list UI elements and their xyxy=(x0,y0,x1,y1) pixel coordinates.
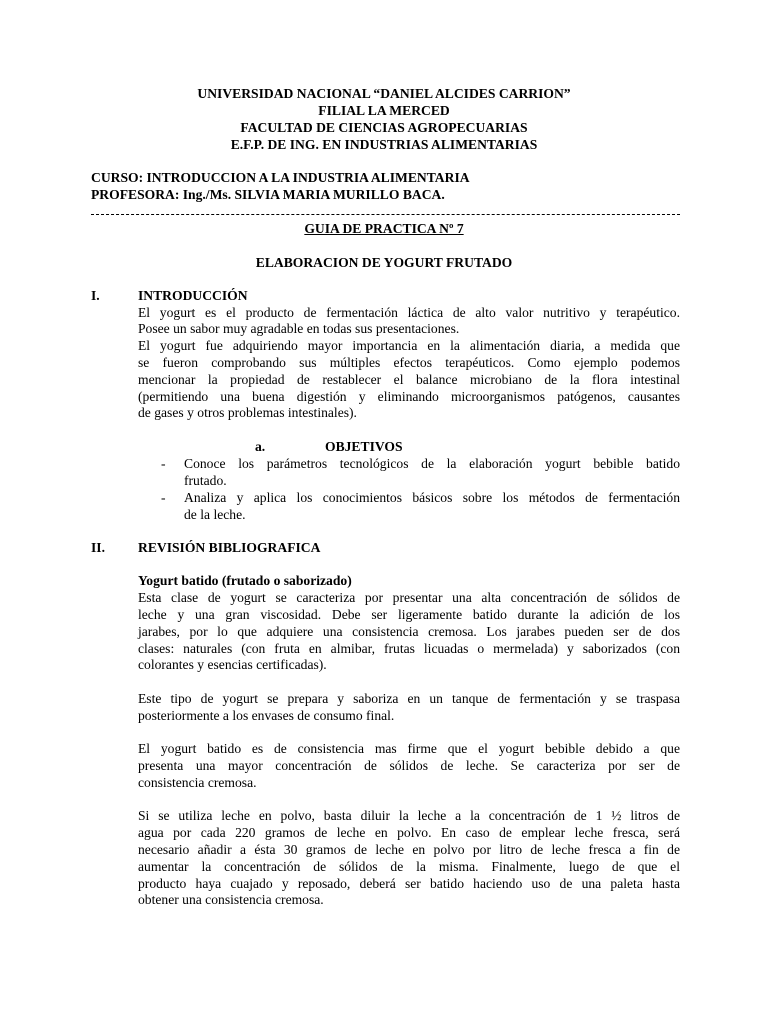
intro-line: de gases y otros problemas intestinales). xyxy=(138,405,357,420)
document-title: ELABORACION DE YOGURT FRUTADO xyxy=(255,255,513,270)
paragraph-line: necesario añadir a ésta 30 gramos de leche en polvo por litro de leche fresca a fin de xyxy=(138,842,680,857)
paragraph-line: agua por cada 220 gramos de leche en polvo. En caso de emplear leche fresca, será xyxy=(138,825,680,840)
school-name: E.F.P. DE ING. EN INDUSTRIAS ALIMENTARIAS xyxy=(230,137,538,152)
professor-line: PROFESORA: Ing./Ms. SILVIA MARIA MURILLO BACA. xyxy=(91,187,445,202)
course-line: CURSO: INTRODUCCION A LA INDUSTRIA ALIMENTARIA xyxy=(91,170,470,185)
paragraph-line: leche y una gran viscosidad. Debe ser ligeramente batido durante la adición de los xyxy=(138,607,680,622)
faculty-name: FACULTAD DE CIENCIAS AGROPECUARIAS xyxy=(240,120,528,135)
objective-item: frutado. xyxy=(184,473,227,488)
paragraph-line: colorantes y esencias certificadas). xyxy=(138,657,327,672)
intro-line: El yogurt fue adquiriendo mayor importancia en la alimentación diaria, a medida que xyxy=(138,338,680,353)
paragraph-line: jarabes, por lo que adquiere una consistencia cremosa. Los jarabes pueden ser de dos xyxy=(138,624,680,639)
filial-name: FILIAL LA MERCED xyxy=(318,103,450,118)
objective-item: Analiza y aplica los conocimientos básicos sobre los métodos de fermentación xyxy=(184,490,680,505)
paragraph-line: Si se utiliza leche en polvo, basta diluir la leche a la concentración de 1 ½ litros de xyxy=(138,808,680,823)
paragraph-line: posteriormente a los envases de consumo final. xyxy=(138,708,395,723)
paragraph-line: Esta clase de yogurt se caracteriza por presentar una alta concentración de sólidos de xyxy=(138,590,680,605)
paragraph-line: presenta una mayor concentración de sólidos de leche. Se caracteriza por ser de xyxy=(138,758,680,773)
intro-line: mencionar la propiedad de restablecer el balance microbiano de la flora intestinal xyxy=(138,372,680,387)
university-name: UNIVERSIDAD NACIONAL “DANIEL ALCIDES CARRION” xyxy=(197,86,571,101)
bullet-dash: - xyxy=(161,490,166,505)
paragraph-line: producto haya cuajado y reposado, deberá ser batido haciendo uso de una paleta hasta xyxy=(138,876,680,891)
intro-line: El yogurt es el producto de fermentación láctica de alto valor nutritivo y terapéutico. xyxy=(138,305,680,320)
section-2-heading: REVISIÓN BIBLIOGRAFICA xyxy=(138,540,321,555)
paragraph-line: obtener una consistencia cremosa. xyxy=(138,892,324,907)
paragraph-line: consistencia cremosa. xyxy=(138,775,257,790)
objective-item: Conoce los parámetros tecnológicos de la elaboración yogurt bebible batido xyxy=(184,456,680,471)
section-1-heading: INTRODUCCIÓN xyxy=(138,288,248,303)
paragraph-line: Este tipo de yogurt se prepara y saboriza en un tanque de fermentación y se traspasa xyxy=(138,691,680,706)
intro-line: (permitiendo una buena digestión y eliminando microorganismos patógenos, causantes xyxy=(138,389,680,404)
objective-item: de la leche. xyxy=(184,507,246,522)
objectives-heading: OBJETIVOS xyxy=(325,439,403,454)
subsection-heading: Yogurt batido (frutado o saborizado) xyxy=(138,573,352,588)
section-2-number: II. xyxy=(91,540,105,555)
paragraph-line: aumentar la concentración de sólidos de la misma. Finalmente, luego de que el xyxy=(138,859,680,874)
objectives-letter: a. xyxy=(255,439,266,454)
paragraph-line: El yogurt batido es de consistencia mas firme que el yogurt bebible debido a que xyxy=(138,741,680,756)
section-1-number: I. xyxy=(91,288,100,303)
guide-title: GUIA DE PRACTICA Nº 7 xyxy=(304,221,464,236)
bullet-dash: - xyxy=(161,456,166,471)
paragraph-line: clases: naturales (con fruta en almibar, frutas licuadas o mermelada) y saborizados (con xyxy=(138,641,680,656)
separator-line xyxy=(91,214,680,215)
intro-line: Posee un sabor muy agradable en todas sus presentaciones. xyxy=(138,321,460,336)
intro-line: se fueron comprobando sus múltiples efectos terapéuticos. Como ejemplo podemos xyxy=(138,355,680,370)
